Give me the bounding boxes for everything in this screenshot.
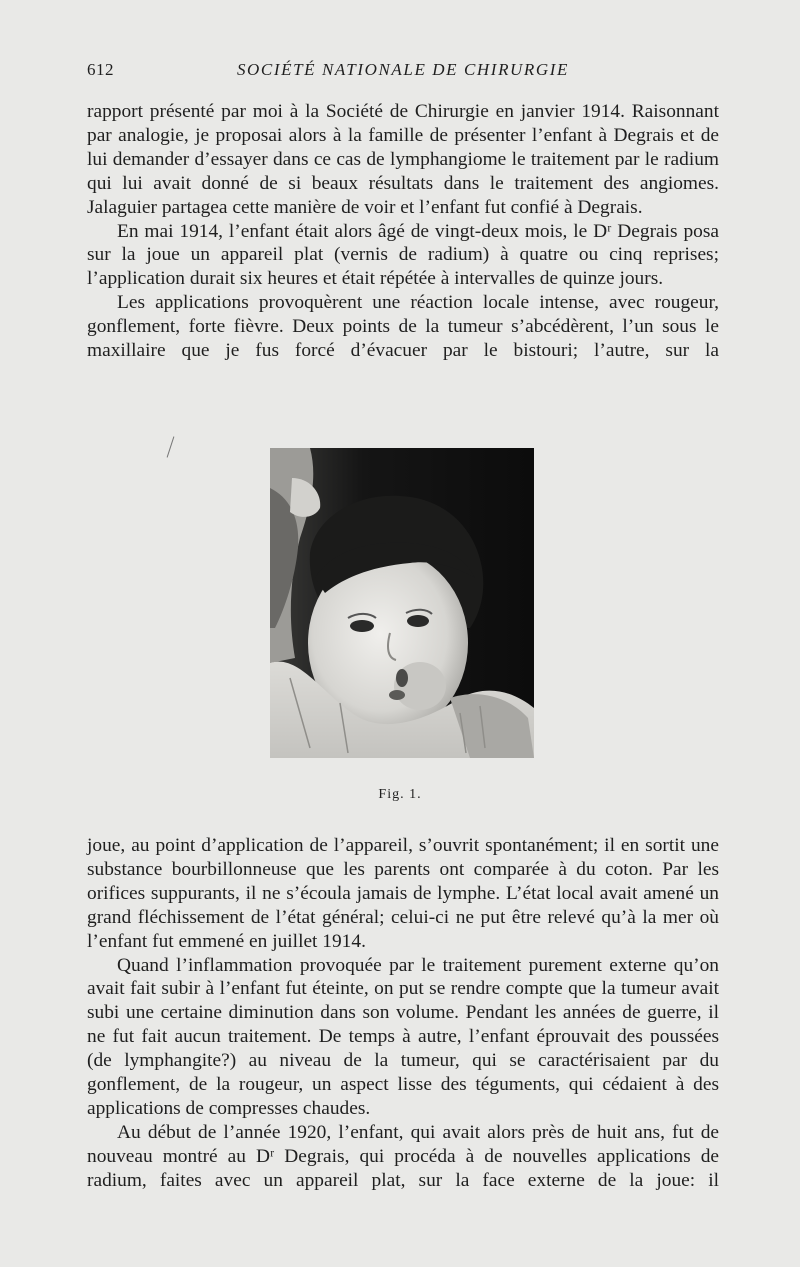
body-text-bottom <box>87 834 719 1193</box>
figure-caption: Fig. 1. <box>378 787 422 802</box>
paragraph: Les applications provoquèrent une réaction locale intense, avec rougeur, gonflement, forte fièvre. Deux points de la tumeur s’abcédèrent, l’un sous le maxillaire que je fus forcé d’évacuer par le bistouri; l’autre, sur la <box>87 292 719 362</box>
running-head: SOCIÉTÉ NATIONALE DE CHIRURGIE <box>236 60 570 79</box>
paragraph: En mai 1914, l’enfant était alors âgé de vingt-deux mois, le Dʳ Degrais posa sur la joue un appareil plat (vernis de radium) à quatre ou cinq reprises; l’application durait six heures et était répétée à intervalles de quinze jours. <box>87 220 719 290</box>
page-header <box>87 60 719 86</box>
page-number: 612 <box>87 60 114 79</box>
paragraph: Quand l’inflammation provoquée par le traitement purement externe qu’on avait fait subir à l’enfant fut éteinte, on put se rendre compte que la tumeur avait subi une certaine diminution dans son volume. Pendant les années de guerre, il ne fut fait aucun traitement. De temps à autre, l’enfant éprouvait des poussées (de lymphangite?) au niveau de la tumeur, qui se caractérisaient par du gonflement, de la rougeur, un aspect lisse des téguments, qui cédaient à des applications de compresses chaudes. <box>87 954 719 1119</box>
body-text-top <box>87 100 719 363</box>
paragraph: Au début de l’année 1920, l’enfant, qui avait alors près de huit ans, fut de nouveau montré au Dʳ Degrais, qui procéda à de nouvelles applications de radium, faites avec un appareil plat, sur la face externe de la joue: il <box>87 1121 719 1191</box>
stray-mark <box>167 436 175 457</box>
figure-photograph <box>270 448 534 758</box>
paragraph: joue, au point d’application de l’appareil, s’ouvrit spontanément; il en sortit une substance bourbillonneuse que les parents ont comparée à du coton. Par les orifices suppurants, il ne s’écoula jamais de lymphe. L’état local avait amené un grand fléchissement de l’état général; celui-ci ne put être relevé qu’à la mer où l’enfant fut emmené en juillet 1914. <box>87 835 719 952</box>
paragraph: rapport présenté par moi à la Société de Chirurgie en janvier 1914. Raisonnant par analogie, je proposai alors à la famille de présenter l’enfant à Degrais et de lui demander d’essayer dans ce cas de lymphangiome le traitement par le radium qui lui avait donné de si beaux résultats dans le traitement des angiomes. Jalaguier partagea cette manière de voir et l’enfant fut confié à Degrais. <box>87 101 719 218</box>
child-portrait-image <box>270 448 534 758</box>
